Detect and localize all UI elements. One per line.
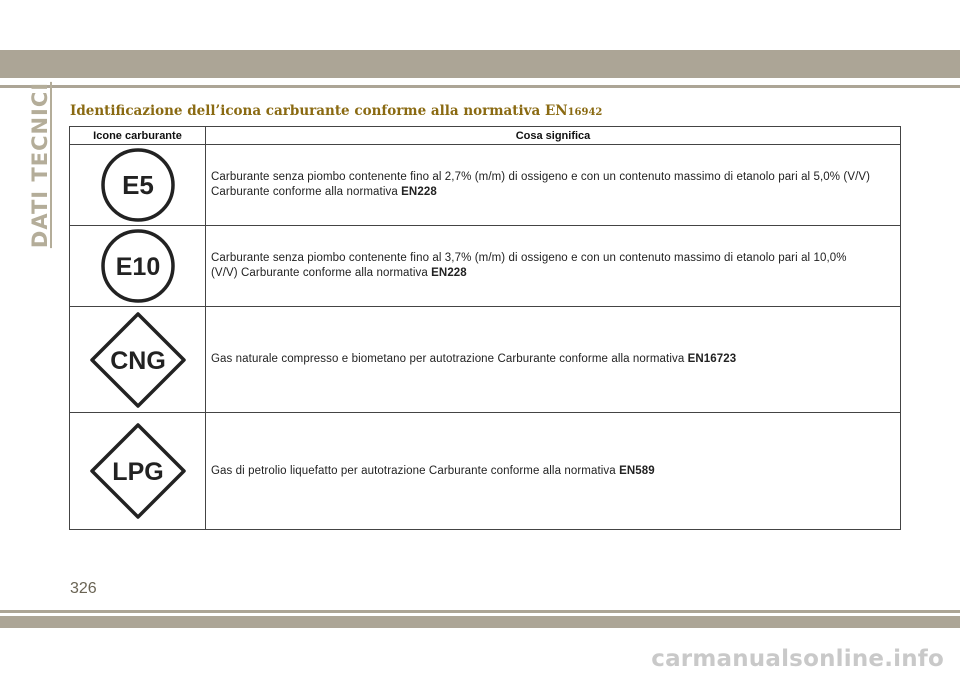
description-text: Carburante senza piombo contenente fino al 3,7% (m/m) di ossigeno e con un contenuto massimo di etanolo pari al 10,0% (V/V) Carburante conforme alla normativa bbox=[211, 252, 847, 279]
column-header-meaning: Cosa significa bbox=[206, 127, 901, 145]
description-text: Carburante senza piombo contenente fino al 2,7% (m/m) di ossigeno e con un contenuto massimo di etanolo pari al 5,0% (V/V) Carburante conforme alla normativa bbox=[211, 171, 871, 198]
table-row bbox=[70, 145, 901, 226]
row-description bbox=[206, 145, 901, 226]
section-side-tab bbox=[28, 81, 52, 249]
icon-cell bbox=[70, 307, 206, 413]
table-row bbox=[70, 413, 901, 530]
table-header-row bbox=[70, 127, 901, 145]
standard-code: EN228 bbox=[431, 267, 467, 279]
standard-code: EN16723 bbox=[687, 353, 737, 365]
heading-suffix: 16942 bbox=[567, 107, 603, 118]
section-heading bbox=[70, 103, 602, 119]
e10-icon-label: E10 bbox=[115, 253, 160, 281]
row-description bbox=[206, 413, 901, 530]
top-decorative-band bbox=[0, 50, 960, 78]
e10-fuel-icon bbox=[98, 226, 178, 306]
icon-cell bbox=[70, 145, 206, 226]
watermark-text: carmanualsonline.info bbox=[651, 646, 944, 672]
page-number: 326 bbox=[70, 580, 97, 597]
standard-code: EN589 bbox=[619, 464, 655, 477]
e5-fuel-icon bbox=[98, 145, 178, 225]
lpg-icon-label: LPG bbox=[111, 458, 164, 486]
standard-code: EN228 bbox=[401, 186, 437, 198]
description-text: Gas naturale compresso e biometano per autotrazione Carburante conforme alla normativa bbox=[211, 353, 688, 365]
e5-icon-label: E5 bbox=[121, 170, 154, 200]
row-description bbox=[206, 307, 901, 413]
table-row bbox=[70, 307, 901, 413]
bottom-divider bbox=[0, 610, 960, 613]
row-description bbox=[206, 226, 901, 307]
fuel-icons-table bbox=[69, 126, 901, 530]
top-divider bbox=[0, 85, 960, 88]
bottom-decorative-band bbox=[0, 616, 960, 628]
heading-main: Identificazione dell’icona carburante conforme alla normativa EN bbox=[70, 103, 568, 119]
section-tab-label: DATI TECNICI bbox=[28, 81, 52, 249]
cng-fuel-icon bbox=[88, 310, 188, 410]
cng-icon-label: CNG bbox=[109, 346, 166, 375]
lpg-fuel-icon bbox=[88, 421, 188, 521]
icon-cell bbox=[70, 413, 206, 530]
column-header-icons: Icone carburante bbox=[70, 127, 206, 145]
icon-cell bbox=[70, 226, 206, 307]
description-text: Gas di petrolio liquefatto per autotrazione Carburante conforme alla normativa bbox=[211, 464, 620, 477]
table-row bbox=[70, 226, 901, 307]
